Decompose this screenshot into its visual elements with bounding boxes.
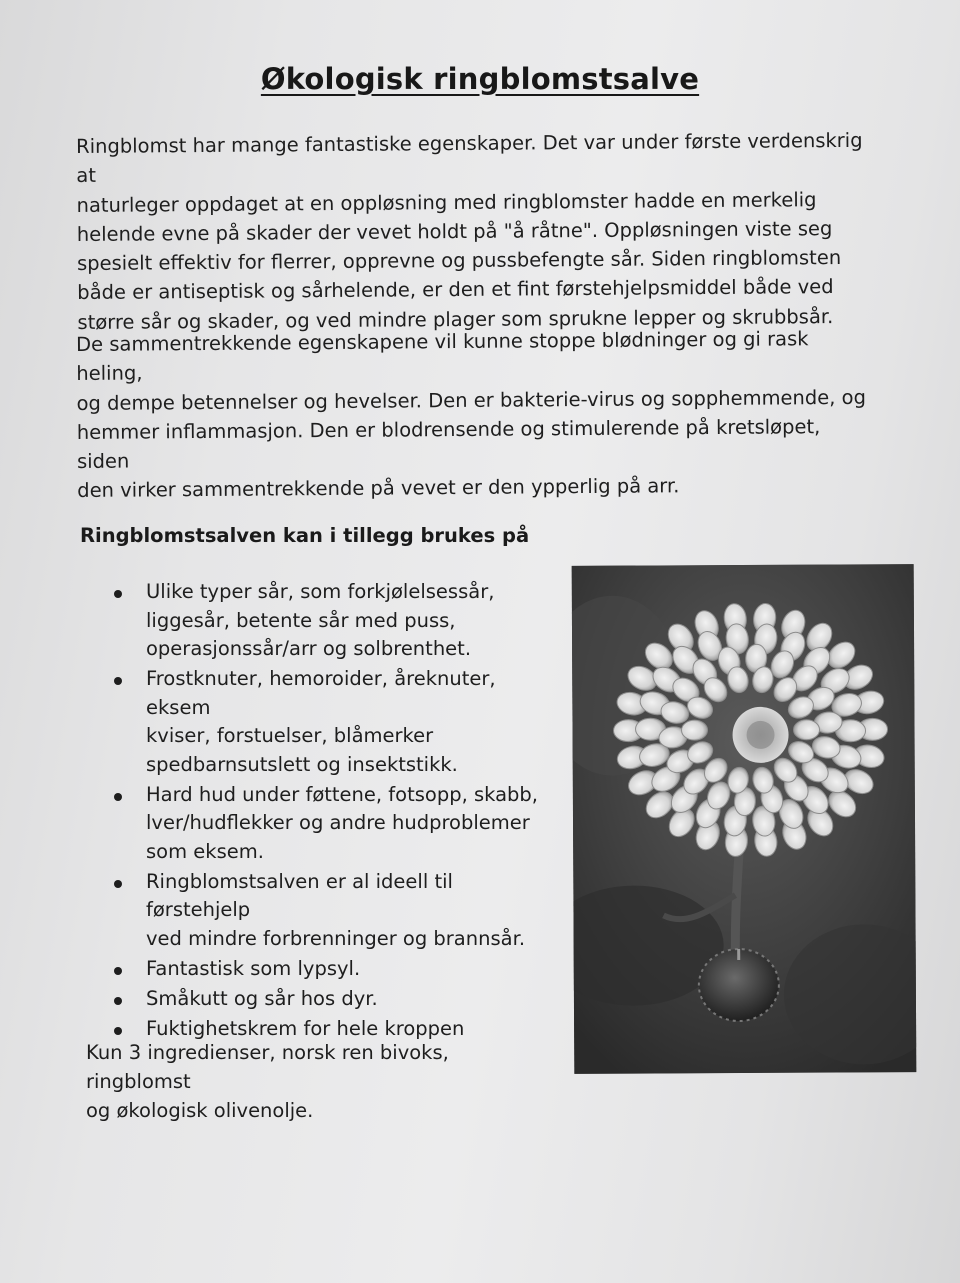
calendula-flower-photo [572, 564, 917, 1074]
bullet-dot-icon [114, 677, 122, 685]
paragraph-line: både er antiseptisk og sårhelende, er den et fint førstehjelpsmiddel både ved [77, 275, 834, 305]
petal [793, 720, 819, 740]
intro-paragraph [76, 126, 878, 337]
properties-paragraph [76, 324, 877, 506]
bullet-dot-icon [114, 1027, 122, 1035]
paragraph-line: naturleger oppdaget at en oppløsning med ringblomster hadde en merkelig [76, 187, 817, 217]
bullet-item: Ringblomstsalven er al ideell til førstehjelp ved mindre forbrenninger og brannsår. [112, 868, 562, 954]
flower-image-icon [572, 564, 917, 1074]
petal [681, 720, 707, 740]
uses-bullet-list [112, 578, 562, 1045]
paragraph-line: spesielt effektiv for flerrer, opprevne og pussbefengte sår. Siden ringblomsten [76, 246, 842, 276]
bullet-item: Frostknuter, hemoroider, åreknuter, eksem kviser, forstuelser, blåmerker spedbarnsutslett og insektstikk. [112, 665, 562, 779]
paragraph-line: større sår og skader, og ved mindre plager som sprukne lepper og skrubbsår. [77, 304, 834, 334]
paragraph-line: De sammentrekkende egenskapene vil kunne stoppe blødninger og gi rask heling, [76, 327, 809, 386]
bullet-dot-icon [114, 967, 122, 975]
paragraph-line: og dempe betennelser og hevelser. Den er bakterie-virus og sopphemmende, og [76, 385, 867, 415]
page-title: Økologisk ringblomstsalve [260, 62, 700, 96]
paragraph-line: helende evne på skader der vevet holdt på "å råtne". Oppløsningen viste seg [76, 216, 833, 246]
bullet-dot-icon [114, 793, 122, 801]
bullet-item: Fuktighetskrem for hele kroppen [112, 1015, 562, 1044]
paragraph-line: Ringblomst har mange fantastiske egenskaper. Det var under første verdenskrig at [76, 128, 863, 188]
bullet-dot-icon [114, 997, 122, 1005]
paragraph-line: den virker sammentrekkende på vevet er den ypperlig på arr. [77, 474, 680, 503]
ingredients-note: Kun 3 ingredienser, norsk ren bivoks, ringblomst og økologisk olivenolje. [86, 1041, 449, 1122]
bullet-dot-icon [114, 880, 122, 888]
bullet-item: Ulike typer sår, som forkjølelsessår, liggesår, betente sår med puss, operasjonssår/arr og solbrenthet. [112, 578, 562, 664]
paragraph-line: hemmer inflammasjon. Den er blodrensende og stimulerende på kretsløpet, siden [76, 415, 821, 474]
uses-subheading: Ringblomstsalven kan i tillegg brukes på [80, 524, 530, 547]
bullet-item: Fantastisk som lypsyl. [112, 955, 562, 984]
bullet-dot-icon [114, 590, 122, 598]
bullet-item: Hard hud under føttene, fotsopp, skabb, lver/hudflekker og andre hudproblemer som eksem. [112, 781, 562, 867]
bullet-item: Småkutt og sår hos dyr. [112, 985, 562, 1014]
